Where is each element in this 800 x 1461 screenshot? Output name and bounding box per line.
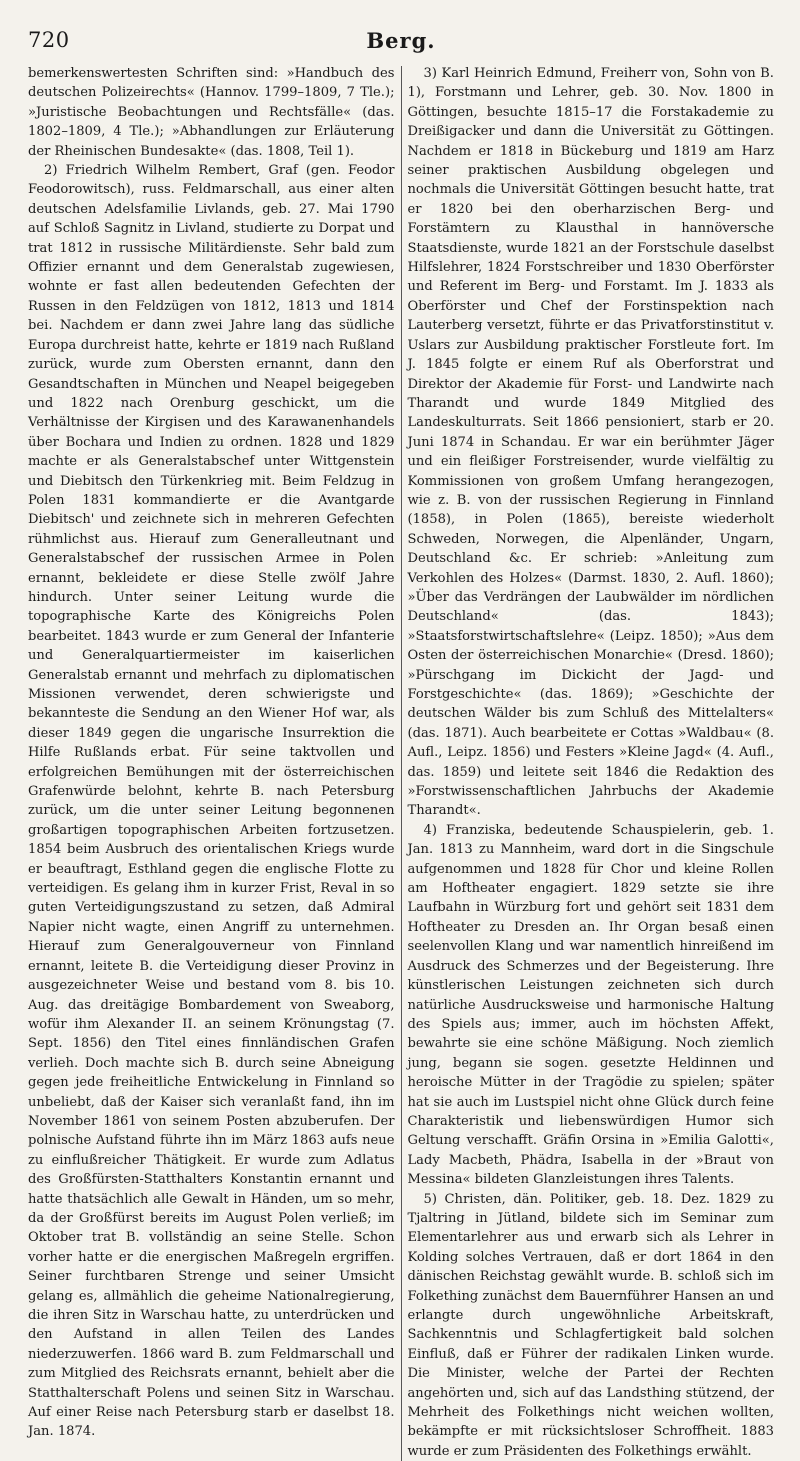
running-title: Berg. [366,28,436,53]
right-column [407,64,774,1461]
entry-paragraph: 2) Friedrich Wilhelm Rembert, Graf (gen. Feodor Feodorowitsch), russ. Feldmarschall, aus einer alten deutschen Adelsfamilie Livlands, geb. 27. Mai 1790 auf Schloß Sagnitz in Livland, studierte zu Dorpat und trat 1812 in russische Militärdienste. Sehr bald zum Offizier ernannt und dem Generalstab zugewiesen, wohnte er fast allen bedeutenden Gefechten der Russen in den Feldzügen von 1812, 1813 und 1814 bei. Nachdem er dann zwei Jahre lang das südliche Europa durchreist hatte, kehrte er 1819 nach Rußland zurück, wurde zum Obersten ernannt, dann den Gesandtschaften in München und Neapel beigegeben und 1822 nach Orenburg geschickt, um die Verhältnisse der Kirgisen und des Karawanenhandels über Bochara und Indien zu ordnen. 1828 und 1829 machte er als Generalstabschef unter Wittgenstein und Diebitsch den Türkenkrieg mit. Beim Feldzug in Polen 1831 kommandierte er die Avantgarde Diebitsch' und zeichnete sich in mehreren Gefechten rühmlichst aus. Hierauf zum Generalleutnant und Generalstabschef der russischen Armee in Polen ernannt, bekleidete er diese Stelle zwölf Jahre hindurch. Unter seiner Leitung wurde die topographische Karte des Königreichs Polen bearbeitet. 1843 wurde er zum General der Infanterie und Generalquartiermeister im kaiserlichen Generalstab ernannt und mehrfach zu diplomatischen Missionen verwendet, deren schwierigste und bekannteste die Sendung an den Wiener Hof war, als dieser 1849 gegen die ungarische Insurrektion die Hilfe Rußlands erbat. Für seine taktvollen und erfolgreichen Bemühungen mit der österreichischen Grafenwürde belohnt, kehrte B. nach Petersburg zurück, um die unter seiner Leitung begonnenen großartigen topographischen Arbeiten fortzusetzen. 1854 beim Ausbruch des orientalischen Kriegs wurde er beauftragt, Esthland gegen die englische Flotte zu verteidigen. Es gelang ihm in kurzer Frist, Reval in so guten Verteidigungszustand zu setzen, daß Admiral Napier nicht wagte, einen Angriff zu unternehmen. Hierauf zum Generalgouverneur von Finnland ernannt, leitete B. die Verteidigung dieser Provinz in ausgezeichneter Weise und bestand vom 8. bis 10. Aug. das dreitägige Bombardement von Sweaborg, wofür ihm Alexander II. an seinem Krönungstag (7. Sept. 1856) den Titel eines finnländischen Grafen verlieh. Doch machte sich B. durch seine Abneigung gegen jede freiheitliche Entwickelung in Finnland so unbeliebt, daß der Kaiser sich veranlaßt fand, ihn im November 1861 von seinem Posten abzuberufen. Der polnische Aufstand führte ihn im März 1863 aufs neue zu einflußreicher Thätigkeit. Er wurde zum Adlatus des Großfürsten-Statthalters Konstantin ernannt und hatte thatsächlich alle Gewalt in Händen, um so mehr, da der Großfürst bereits im August Polen verließ; im Oktober trat B. vollständig an seine Stelle. Schon vorher hatte er die energischen Maßregeln ergriffen. Seiner furchtbaren Strenge und seiner Umsicht gelang es, allmählich die geheime Nationalregierung, die ihren Sitz in Warschau hatte, zu unterdrücken und den Aufstand in allen Teilen des Landes niederzuwerfen. 1866 ward B. zum Feldmarschall und zum Mitglied des Reichsrats ernannt, behielt aber die Statthalterschaft Polens und seinen Sitz in Warschau. Auf einer Reise nach Petersburg starb er daselbst 18. Jan. 1874. [28,163,395,1440]
entry-paragraph: 3) Karl Heinrich Edmund, Freiherr von, Sohn von B. 1), Forstmann und Lehrer, geb. 30. Nov. 1800 in Göttingen, besuchte 1815–17 die Forstakademie zu Dreißigacker und dann die Universität zu Göttingen. Nachdem er 1818 in Bückeburg und 1819 am Harz seiner praktischen Ausbildung obgelegen und nochmals die Universität Göttingen besucht hatte, trat er 1820 bei den oberharzischen Berg- und Forstämtern zu Klausthal in hannöversche Staatsdienste, wurde 1821 an der Forstschule daselbst Hilfslehrer, 1824 Forstschreiber und 1830 Oberförster und Referent im Berg- und Forstamt. Im J. 1833 als Oberförster und Chef der Forstinspektion nach Lauterberg versetzt, führte er das Privatforstinstitut v. Uslars zur Ausbildung praktischer Forstleute fort. Im J. 1845 folgte er einem Ruf als Oberforstrat und Direktor der Akademie für Forst- und Landwirte nach Tharandt und wurde 1849 Mitglied des Landeskulturrats. Seit 1866 pensioniert, starb er 20. Juni 1874 in Schandau. Er war ein berühmter Jäger und ein fleißiger Forstreisender, wurde vielfältig zu Kommissionen von großem Umfang herangezogen, wie z. B. von der russischen Regierung in Finnland (1858), in Polen (1865), bereiste wiederholt Schweden, Norwegen, die Alpenländer, Ungarn, Deutschland &c. Er schrieb: »Anleitung zum Verkohlen des Holzes« (Darmst. 1830, 2. Aufl. 1860); »Über das Verdrängen der Laubwälder im nördlichen Deutschland« (das. 1843); »Staatsforstwirtschaftslehre« (Leipz. 1850); »Aus dem Osten der österreichischen Monarchie« (Dresd. 1860); »Pürschgang im Dickicht der Jagd- und Forstgeschichte« (das. 1869); »Geschichte der deutschen Wälder bis zum Schluß des Mittelalters« (das. 1871). Auch bearbeitete er Cottas »Waldbau« (8. Aufl., Leipz. 1856) und Festers »Kleine Jagd« (4. Aufl., das. 1859) und leitete seit 1846 die Redaktion des »Forstwissenschaftlichen Jahrbuchs der Akademie Tharandt«. [407,66,774,819]
entry-paragraph: 4) Franziska, bedeutende Schauspielerin, geb. 1. Jan. 1813 zu Mannheim, ward dort in die Singschule aufgenommen und 1828 für Chor und kleine Rollen am Hoftheater engagiert. 1829 setzte sie ihre Laufbahn in Würzburg fort und gehört seit 1831 dem Hoftheater zu Dresden an. Ihr Organ besaß einen seelenvollen Klang und war namentlich hinreißend im Ausdruck des Schmerzes und der Begeisterung. Ihre künstlerischen Leistungen zeichneten sich durch natürliche Ausdrucksweise und harmonische Haltung des Spiels aus; immer, auch im höchsten Affekt, bewahrte sie eine schöne Mäßigung. Noch ziemlich jung, begann sie sogen. gesetzte Heldinnen und heroische Mütter in der Tragödie zu spielen; später hat sie auch im Lustspiel nicht ohne Glück durch feine Charakteristik und liebenswürdigen Humor sich Geltung verschafft. Gräfin Orsina in »Emilia Galotti«, Lady Macbeth, Phädra, Isabella in der »Braut von Messina« bildeten Glanzleistungen ihres Talents. [407,822,774,1188]
entry-paragraph: 5) Christen, dän. Politiker, geb. 18. Dez. 1829 zu Tjaltring in Jütland, bildete sich im Seminar zum Elementarlehrer aus und erwarb sich als Lehrer in Kolding solches Vertrauen, daß er dort 1864 in den dänischen Reichstag gewählt wurde. B. schloß sich im Folkething zunächst dem Bauernführer Hansen an und erlangte durch ungewöhnliche Arbeitskraft, Sachkenntnis und Schlagfertigkeit bald solchen Einfluß, daß er Führer der radikalen Linken wurde. Die Minister, welche der Partei der Rechten angehörten und, sich auf das Landsthing stützend, der Mehrheit des Folkethings nicht weichen wollten, bekämpfte er mit rücksichtsloser Schroffheit. 1883 wurde er zum Präsidenten des Folkethings erwählt. [407,1191,774,1459]
page-number: 720 [28,28,70,52]
column-divider [401,66,402,1461]
text-columns [28,64,774,1461]
left-column [28,64,395,1461]
entry-paragraph: bemerkenswertesten Schriften sind: »Handbuch des deutschen Polizeirechts« (Hannov. 1799–1809, 7 Tle.); »Juristische Beobachtungen und Rechtsfälle« (das. 1802–1809, 4 Tle.); »Abhandlungen zur Erläuterung der Rheinischen Bundesakte« (das. 1808, Teil 1). [28,66,395,159]
page-header [28,28,774,58]
